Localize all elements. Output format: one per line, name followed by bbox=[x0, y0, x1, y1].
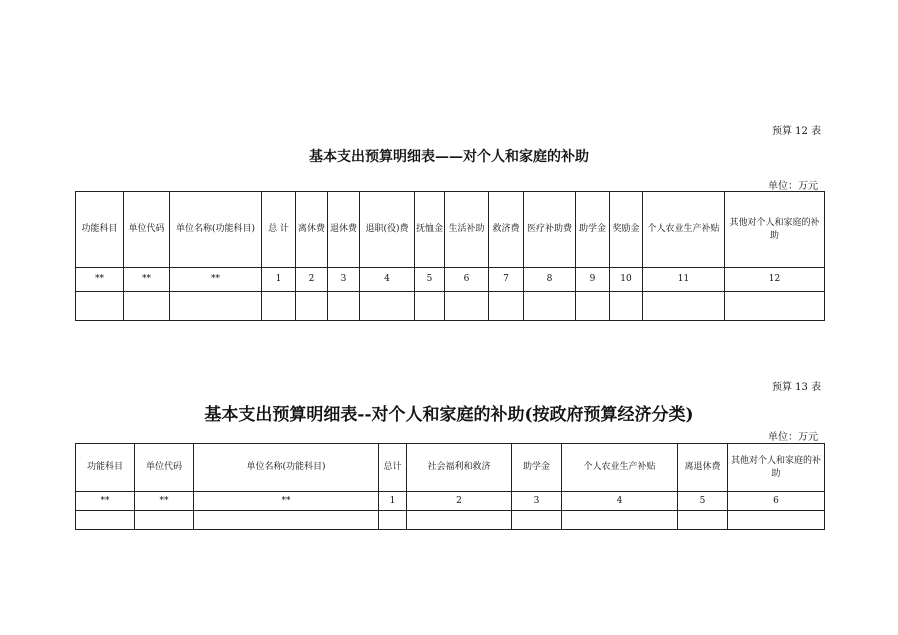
empty-cell bbox=[328, 292, 360, 321]
index-cell: 5 bbox=[415, 268, 445, 292]
empty-cell bbox=[728, 511, 825, 530]
table-13 bbox=[75, 443, 825, 530]
index-cell: 3 bbox=[512, 492, 562, 511]
header-cell: 奖励金 bbox=[610, 192, 643, 268]
empty-cell bbox=[415, 292, 445, 321]
index-cell: 2 bbox=[296, 268, 328, 292]
header-cell: 单位代码 bbox=[135, 444, 194, 492]
header-cell: 个人农业生产补贴 bbox=[643, 192, 725, 268]
empty-cell bbox=[194, 511, 379, 530]
index-cell: 4 bbox=[360, 268, 415, 292]
index-cell: ** bbox=[124, 268, 170, 292]
index-cell: 1 bbox=[262, 268, 296, 292]
header-cell: 生活补助 bbox=[445, 192, 489, 268]
table-13-index-row bbox=[76, 492, 825, 511]
empty-cell bbox=[135, 511, 194, 530]
index-cell: 6 bbox=[445, 268, 489, 292]
table-12-header-row bbox=[76, 192, 825, 268]
index-cell: 3 bbox=[328, 268, 360, 292]
header-cell: 单位名称(功能科目) bbox=[194, 444, 379, 492]
table-12 bbox=[75, 191, 825, 321]
header-cell: 退休费 bbox=[328, 192, 360, 268]
header-cell: 医疗补助费 bbox=[524, 192, 576, 268]
header-cell: 总计 bbox=[379, 444, 407, 492]
empty-cell bbox=[725, 292, 825, 321]
table-13-header-row bbox=[76, 444, 825, 492]
empty-cell bbox=[512, 511, 562, 530]
index-cell: 9 bbox=[576, 268, 610, 292]
index-cell: 6 bbox=[728, 492, 825, 511]
empty-cell bbox=[643, 292, 725, 321]
header-cell: 退职(役)费 bbox=[360, 192, 415, 268]
header-cell: 助学金 bbox=[512, 444, 562, 492]
table-13-empty-row bbox=[76, 511, 825, 530]
index-cell: ** bbox=[135, 492, 194, 511]
table-12-number: 预算 12 表 bbox=[772, 126, 822, 137]
index-cell: ** bbox=[76, 268, 124, 292]
header-cell: 单位名称(功能科目) bbox=[170, 192, 262, 268]
header-cell: 抚恤金 bbox=[415, 192, 445, 268]
header-cell: 其他对个人和家庭的补助 bbox=[728, 444, 825, 492]
index-cell: 1 bbox=[379, 492, 407, 511]
table-12-index-row bbox=[76, 268, 825, 292]
header-cell: 功能科目 bbox=[76, 444, 135, 492]
header-cell: 其他对个人和家庭的补助 bbox=[725, 192, 825, 268]
empty-cell bbox=[678, 511, 728, 530]
empty-cell bbox=[576, 292, 610, 321]
header-cell: 救济费 bbox=[489, 192, 524, 268]
index-cell: 2 bbox=[407, 492, 512, 511]
header-cell: 总 计 bbox=[262, 192, 296, 268]
index-cell: 4 bbox=[562, 492, 678, 511]
empty-cell bbox=[524, 292, 576, 321]
empty-cell bbox=[76, 511, 135, 530]
empty-cell bbox=[489, 292, 524, 321]
empty-cell bbox=[360, 292, 415, 321]
index-cell: 7 bbox=[489, 268, 524, 292]
empty-cell bbox=[262, 292, 296, 321]
index-cell: 11 bbox=[643, 268, 725, 292]
index-cell: 5 bbox=[678, 492, 728, 511]
table-13-number: 预算 13 表 bbox=[772, 382, 822, 393]
header-cell: 单位代码 bbox=[124, 192, 170, 268]
empty-cell bbox=[124, 292, 170, 321]
header-cell: 社会福利和救济 bbox=[407, 444, 512, 492]
table-12-unit: 单位：万元 bbox=[768, 181, 818, 192]
index-cell: ** bbox=[194, 492, 379, 511]
empty-cell bbox=[76, 292, 124, 321]
header-cell: 离退休费 bbox=[678, 444, 728, 492]
empty-cell bbox=[379, 511, 407, 530]
table-12-empty-row bbox=[76, 292, 825, 321]
index-cell: ** bbox=[76, 492, 135, 511]
index-cell: ** bbox=[170, 268, 262, 292]
index-cell: 8 bbox=[524, 268, 576, 292]
index-cell: 10 bbox=[610, 268, 643, 292]
table-13-title: 基本支出预算明细表--对个人和家庭的补助(按政府预算经济分类) bbox=[204, 405, 694, 425]
empty-cell bbox=[296, 292, 328, 321]
empty-cell bbox=[610, 292, 643, 321]
empty-cell bbox=[407, 511, 512, 530]
empty-cell bbox=[170, 292, 262, 321]
table-12-title: 基本支出预算明细表——对个人和家庭的补助 bbox=[309, 149, 589, 165]
table-13-unit: 单位：万元 bbox=[768, 432, 818, 443]
header-cell: 离休费 bbox=[296, 192, 328, 268]
empty-cell bbox=[562, 511, 678, 530]
header-cell: 功能科目 bbox=[76, 192, 124, 268]
index-cell: 12 bbox=[725, 268, 825, 292]
header-cell: 助学金 bbox=[576, 192, 610, 268]
empty-cell bbox=[445, 292, 489, 321]
header-cell: 个人农业生产补贴 bbox=[562, 444, 678, 492]
